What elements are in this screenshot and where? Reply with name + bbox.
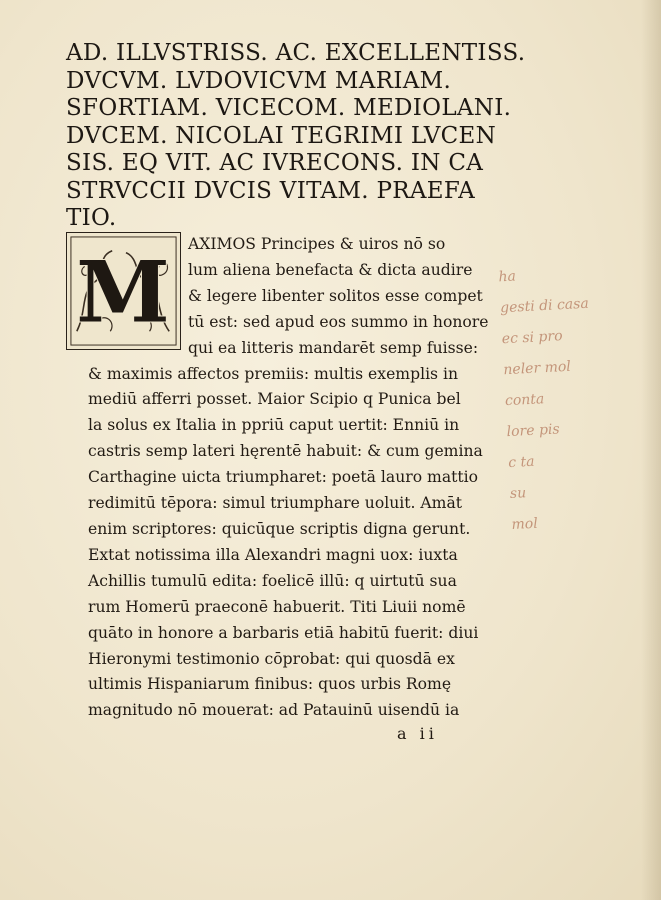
text-line: qui ea litteris mandarēt semp fuisse: [188,338,479,357]
marginalia-line: ha [498,268,517,286]
text-line: la solus ex Italia in ppriū caput uertit: Enniū in [88,416,460,435]
marginalia-line: ec si pro [501,328,563,348]
text-line: Extat notissima illa Alexandri magni uox: iuxta [88,545,458,564]
text-line: Hieronymi testimonio cōprobat: qui quosdā ex [88,649,455,668]
marginalia-line: neler mol [503,358,572,379]
text-line: rum Homerū praeconē habuerit. Titi Liuii nomē [88,597,466,616]
text-line: enim scriptores: quicūque scriptis digna gerunt. [88,519,471,538]
marginalia-line: conta [504,391,545,410]
preface-body [88,232,508,724]
title-line: DVCEM. NICOLAI TEGRIMI LVCEN [66,122,497,149]
title-line: STRVCCII DVCIS VITAM. PRAEFA [66,177,476,204]
title-line: SIS. EQ VIT. AC IVRECONS. IN CA [66,150,484,176]
title-line: SFORTIAM. VICECOM. MEDIOLANI. [66,95,512,121]
text-line: tū est: sed apud eos summo in honore [188,312,489,331]
marginalia-line: c ta [507,453,535,472]
initial-letter: M [76,242,170,342]
text-line: ultimis Hispaniarum finibus: quos urbis Romę [88,675,452,694]
marginalia-line: lore pis [506,421,561,441]
text-line: redimitū tēpora: simul triumphare uoluit. Amāt [88,494,463,513]
text-line: magnitudo nō mouerat: ad Patauinū uisendū ia [88,701,460,720]
text-line: Achillis tumulū edita: foelicē illū: q uirtutū sua [88,571,457,590]
marginalia-line: su [509,485,527,503]
title-line: TIO. [66,205,117,231]
text-line: mediū afferri posset. Maior Scipio q Punica bel [88,390,461,409]
title-line: AD. ILLVSTRISS. AC. EXCELLENTISS. [66,40,526,66]
text-line: castris semp lateri hęrentē habuit: & cum gemina [88,442,483,461]
text-line: & legere libenter solitos esse compet [188,286,483,305]
text-line: Carthagine uicta triumpharet: poetā lauro mattio [88,468,479,487]
text-line: AXIMOS Principes & uiros nō so [188,235,446,253]
handwritten-marginalia [498,254,661,541]
marginalia-line: gesti di casa [499,295,590,317]
signature-mark: a ii [397,724,438,743]
title-line: DVCVM. LVDOVICVM MARIAM. [66,67,452,94]
preface-title [66,40,526,233]
text-line: lum aliena benefacta & dicta audire [188,260,473,279]
text-line: & maximis affectos premiis: multis exemplis in [88,364,459,383]
marginalia-line: mol [511,515,539,534]
text-line: quāto in honore a barbaris etiā habitū fuerit: diui [88,623,479,642]
